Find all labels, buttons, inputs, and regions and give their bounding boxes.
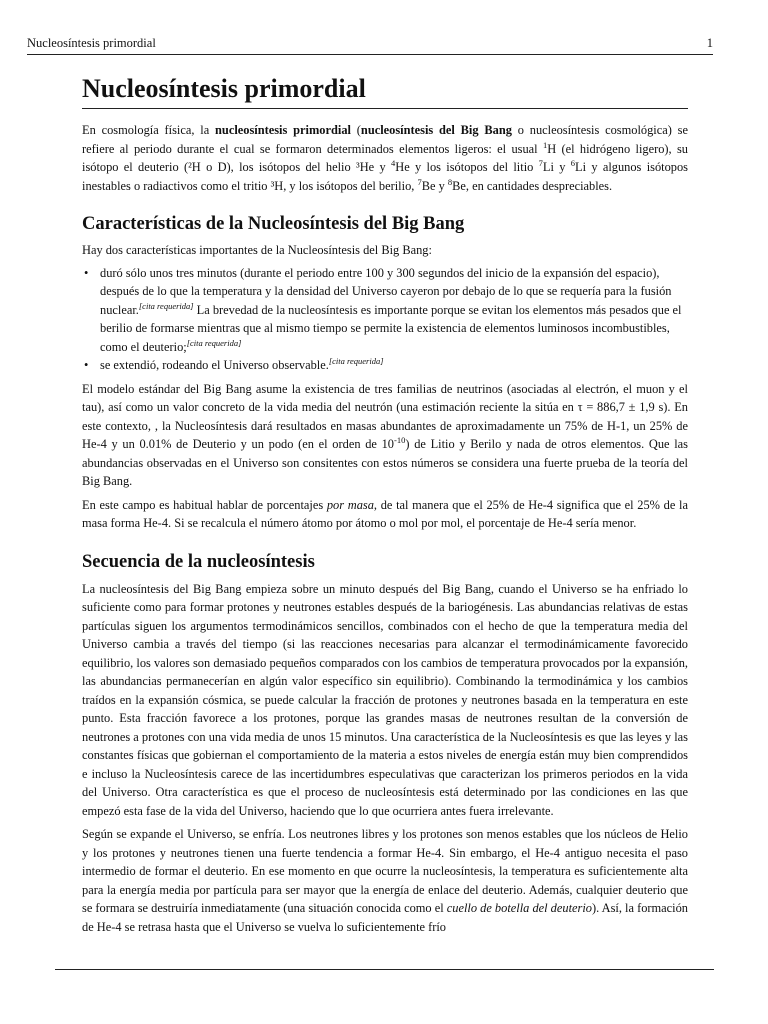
bold-term: nucleosíntesis del Big Bang [360,123,512,137]
footer-rule [55,969,714,970]
page-header [27,34,713,55]
characteristics-list [82,264,688,375]
page-number: 1 [706,36,713,50]
superscript: 1 [542,139,548,150]
italic-term: cuello de botella del deuterio [446,901,592,915]
text-run: En cosmología física, la [82,123,216,137]
article-body [82,70,688,936]
text-run: , de tal manera que el 25% de He-4 significa que el 25% de la masa forma He-4. Si se recalcula el número átomo por átomo o mol por mol, el porcentaje de He-4 sería menor. [82,497,688,530]
text-run: He y los isótopos del litio [395,160,539,174]
text-run: Be, en cantidades despreciables. [452,178,613,193]
list-item [100,356,688,375]
paragraph-mass-percentages [82,496,688,533]
text-run: En este campo es habitual hablar de porcentajes [82,497,327,512]
citation-needed-link[interactable]: [cita requerida] [138,300,194,311]
paragraph-standard-model [82,380,688,491]
text-run: se extendió, rodeando el Universo observable. [100,358,329,372]
superscript: 8 [447,176,453,187]
text-run: El modelo estándar del Big Bang asume la existencia de tres familias de neutrinos (asociadas al electrón, el muon y el tau), así como un valor concreto de la vida media del neutrón (una estimación reciente la sitúa en τ = 886,7 ± 1,9 s). En este contexto, , la Nucleosíntesis dará resultados en masas abundantes de aproximadamente un 75% de H-1, un 25% de He-4 y un 0.01% de Deuterio y un podo (en el orden de 10 [82,381,688,451]
text-run: Li y [542,160,571,174]
text-run: ) de Litio y Berilo y nada de otros elementos. Que las abundancias observadas en el Universo son consitentes con estos números se considera una fuerte prueba de la teoría del Big Bang. [82,437,689,488]
italic-term: por masa [326,497,374,512]
article-title: Nucleosíntesis primordial [82,70,688,109]
text-run: o nucleosíntesis cosmológica) se refiere al periodo durante el cual se formaron determinados elementos ligeros: el usual [82,123,688,156]
running-header-title: Nucleosíntesis primordial [27,36,156,50]
text-run: Be y [421,178,448,193]
text-run: H (el hidrógeno ligero), su isótopo el deuterio (²H o D), los isótopos del helio ³He y [82,141,688,174]
text-run: Li y algunos isótopos inestables o radiactivos como el tritio ³H, y los isótopos del berilio, [82,160,689,193]
text-run: Según se expande el Universo, se enfría. Los neutrones libres y los protones son menos estables que los núcleos de Helio y los protones y neutrones tienen una fuerte tendencia a formar He-4. Sin embargo, el He-4 antiguo necesita el paso intermedio de formar el deuterio. En ese momento en que ocurre la nucleosíntesis, la temperatura es suficientemente alta para la energía media por partícula para ser mayor que la energía de enlace del deuterio. Además, cualquier deuterio que se formara se destruiría inmediatamente (una situación conocida como el [82,827,688,915]
superscript: 7 [417,176,422,187]
section-heading-secuencia: Secuencia de la nucleosíntesis [82,551,315,572]
citation-needed-link[interactable]: [cita requerida] [186,337,242,348]
superscript: 4 [391,158,396,168]
section-heading-caracteristicas: Características de la Nucleosíntesis del Big Bang [82,214,465,234]
superscript: 7 [538,158,543,168]
text-run: La brevedad de la nucleosíntesis es importante porque se evitan los elementos más pesados que el berilio de formarse mientras que al mismo tiempo se permite la existencia de elementos luminosos incombustibles, como el deuterio; [100,302,682,354]
paragraph-sequence-2 [82,825,688,936]
bold-term: nucleosíntesis primordial [215,123,351,137]
paragraph-sequence-1: La nucleosíntesis del Big Bang empieza sobre un minuto después del Big Bang, cuando el Universo se ha enfriado lo suficiente como para formar protones y neutrones estables después de la bariogénesis. Las abundancias relativas de estas partículas siguen los argumentos termodinámicos sencillos, combinados con el hecho de que la temperatura media del Universo cambia a través del tiempo (si las reacciones necesarias para alcanzar el termodinámicamente favorecido equilibrio, los valores son demasiado pequeños comparados con los cambios de temperatura provocados por la expansión, las abundancias permanecerían en algún valor específico sin equilibrio). Combinando la termodinámica y los cambios traídos en la expansión cósmica, se puede calcular la fracción de protones y neutrones basada en la temperatura en este punto. Esta fracción favorece a los protones, porque las grandes masas de neutrones resultan de la conversión de neutrones a protones con una vida media de unos 15 minutos. Una característica de la Nucleosíntesis es que las leyes y las constantes físicas que gobiernan el comportamiento de la materia a estos niveles de energía están muy bien comprendidos e incluso la Nucleosíntesis carece de las incertidumbres especulativas que caracterizan los primeros periodos en la vida del Universo. Otra característica es que el proceso de nucleosíntesis está determinado por las condiciones en las que empezó esta fase de la vida del Universo, haciendo que lo que ocurriera antes fuera irrelevante. [82,581,688,818]
text-run: ). Así, la formación de He-4 se retrasa hasta que el Universo se vuelva lo suficientemente frío [82,901,689,934]
text-run: duró sólo unos tres minutos (durante el periodo entre 100 y 300 segundos del inicio de la expansión del espacio), después de lo que la temperatura y la densidad del Universo cayeron por debajo de lo que se requería para la fusión nuclear. [100,265,672,317]
citation-needed-link[interactable]: [cita requerida] [328,356,384,366]
list-item [100,264,688,357]
superscript: -10 [394,435,406,445]
intro-paragraph [82,121,688,195]
superscript: 6 [570,158,575,168]
section1-lead: Hay dos características importantes de la Nucleosíntesis del Big Bang: [82,243,432,257]
text-run: ( [350,123,361,137]
